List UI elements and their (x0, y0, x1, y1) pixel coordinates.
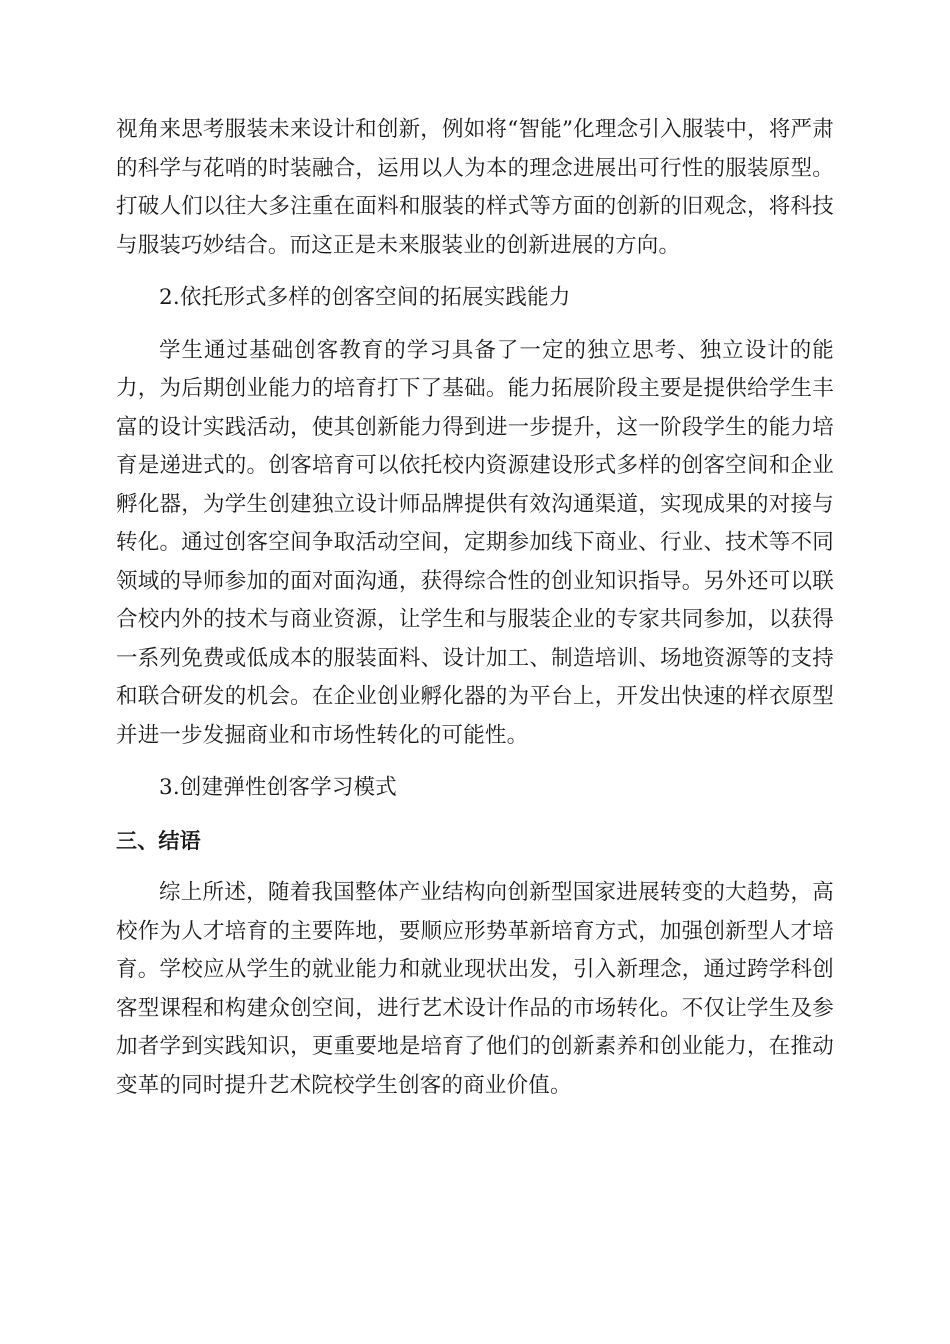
subheading-2: 2.依托形式多样的创客空间的拓展实践能力 (159, 285, 571, 310)
paragraph-continued: 视角来思考服装未来设计和创新，例如将“智能”化理念引入服装中，将严肃的科学与花哨的时装融合，运用以人为本的理念进展出可行性的服装原型。打破人们以往大多注重在面料和服装的样式等方面的创新的旧观念，将科技与服装巧妙结合。而这正是未来服装业的创新进展的方向。 (116, 117, 834, 258)
paragraph-2: 学生通过基础创客教育的学习具备了一定的独立思考、独立设计的能力，为后期创业能力的培育打下了基础。能力拓展阶段主要是提供给学生丰富的设计实践活动，使其创新能力得到进一步提升，这一阶段学生的能力培育是递进式的。创客培育可以依托校内资源建设形式多样的创客空间和企业孵化器，为学生创建独立设计师品牌提供有效沟通渠道，实现成果的对接与转化。通过创客空间争取活动空间，定期参加线下商业、行业、技术等不同领域的导师参加的面对面沟通，获得综合性的创业知识指导。另外还可以联合校内外的技术与商业资源，让学生和与服装企业的专家共同参加，以获得一系列免费或低成本的服装面料、设计加工、制造培训、场地资源等的支持和联合研发的机会。在企业创业孵化器的为平台上，开发出快速的样衣原型并进一步发掘商业和市场性转化的可能性。 (116, 337, 834, 748)
paragraph-conclusion: 综上所述，随着我国整体产业结构向创新型国家进展转变的大趋势，高校作为人才培育的主要阵地，要顺应形势革新培育方式，加强创新型人才培育。学校应从学生的就业能力和就业现状出发，引入新理念，通过跨学科创客型课程和构建众创空间，进行艺术设计作品的市场转化。不仅让学生及参加者学到实践知识，更重要地是培育了他们的创新素养和创业能力，在推动变革的同时提升艺术院校学生创客的商业价值。 (116, 880, 834, 1098)
subheading-3: 3.创建弹性创客学习模式 (159, 775, 397, 800)
section-heading-conclusion: 三、结语 (116, 828, 201, 853)
body-text (116, 111, 834, 1105)
